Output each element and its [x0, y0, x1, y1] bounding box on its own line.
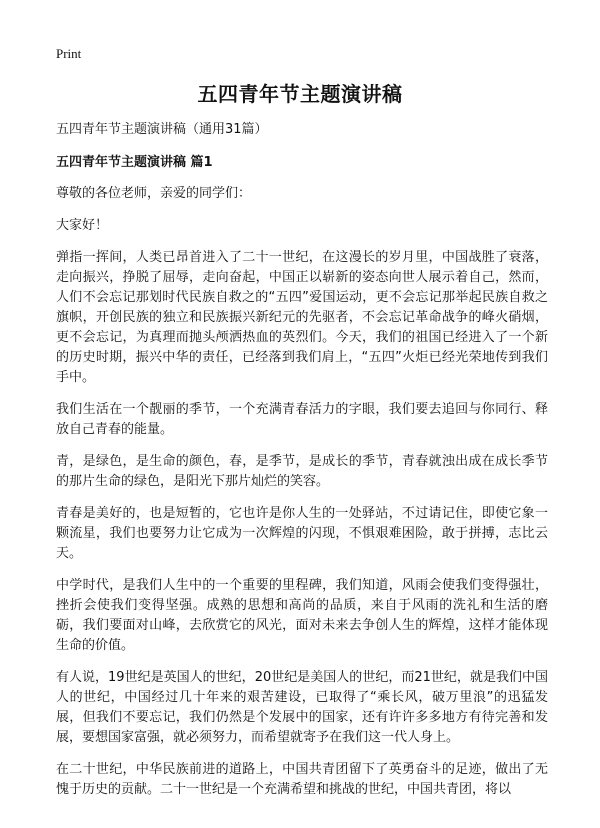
document-body — [56, 120, 548, 812]
page-title: 五四青年节主题演讲稿 — [197, 82, 403, 106]
greeting: 大家好！ — [56, 218, 109, 233]
salutation: 尊敬的各位老师，亲爱的同学们： — [56, 186, 252, 201]
document-subtitle: 五四青年节主题演讲稿（通用31篇） — [56, 122, 268, 137]
section-heading: 五四青年节主题演讲稿 篇1 — [56, 155, 213, 170]
body-paragraph: 有人说，19世纪是英国人的世纪，20世纪是美国人的世纪，而21世纪，就是我们中国人的世纪，中国经过几十年来的艰苦建设，已取得了“乘长风，破万里浪”的迅猛发展，但我们不要忘记，我们仍然是个发展中的国家，还有许许多多地方有待完善和发展，要想国家富强，就必须努力，而希望就寄予在我们这一代人身上。 — [56, 670, 548, 745]
print-link[interactable]: Print — [56, 46, 82, 61]
body-paragraph: 我们生活在一个靓丽的季节，一个充满青春活力的字眼，我们要去追回与你同行、释放自己青春的能量。 — [56, 402, 548, 437]
body-paragraph: 中学时代，是我们人生中的一个重要的里程碑，我们知道，风雨会使我们变得强壮，挫折会使我们变得坚强。成熟的思想和高尚的品质，来自于风雨的洗礼和生活的磨砺，我们要面对山峰，去欣赏它的风光，面对未来去争创人生的辉煌，这样才能体现生命的价值。 — [56, 578, 548, 653]
body-paragraph: 在二十世纪，中华民族前进的道路上，中国共青团留下了英勇奋斗的足迹，做出了无愧于历史的贡献。二十一世纪是一个充满希望和挑战的世纪，中国共青团，将以 — [56, 762, 548, 797]
body-paragraph: 弹指一挥间，人类已昂首进入了二十一世纪，在这漫长的岁月里，中国战胜了衰落，走向振兴，挣脱了屈辱，走向奋起，中国正以崭新的姿态向世人展示着自己，然而，人们不会忘记那划时代民族自救之的“五四”爱国运动，更不会忘记那举起民族自救之旗帜，开创民族的独立和民族振兴新纪元的先驱者，不会忘记革命战争的峰火硝烟，更不会忘记，为真理而抛头颅洒热血的英烈们。今天，我们的祖国已经进入了一个新的历史时期，振兴中华的责任，已经落到我们肩上，“五四”火炬已经光荣地传到我们手中。 — [56, 250, 548, 385]
body-paragraph: 青春是美好的，也是短暂的，它也许是你人生的一处驿站，不过请记住，即使它象一颗流星，我们也要努力让它成为一次辉煌的闪现，不惧艰难困险，敢于拼搏，志比云天。 — [56, 506, 548, 561]
body-paragraph: 青，是绿色，是生命的颜色，春，是季节，是成长的季节，青春就浊出成在成长季节的那片生命的绿色，是阳光下那片灿烂的笑容。 — [56, 454, 548, 489]
